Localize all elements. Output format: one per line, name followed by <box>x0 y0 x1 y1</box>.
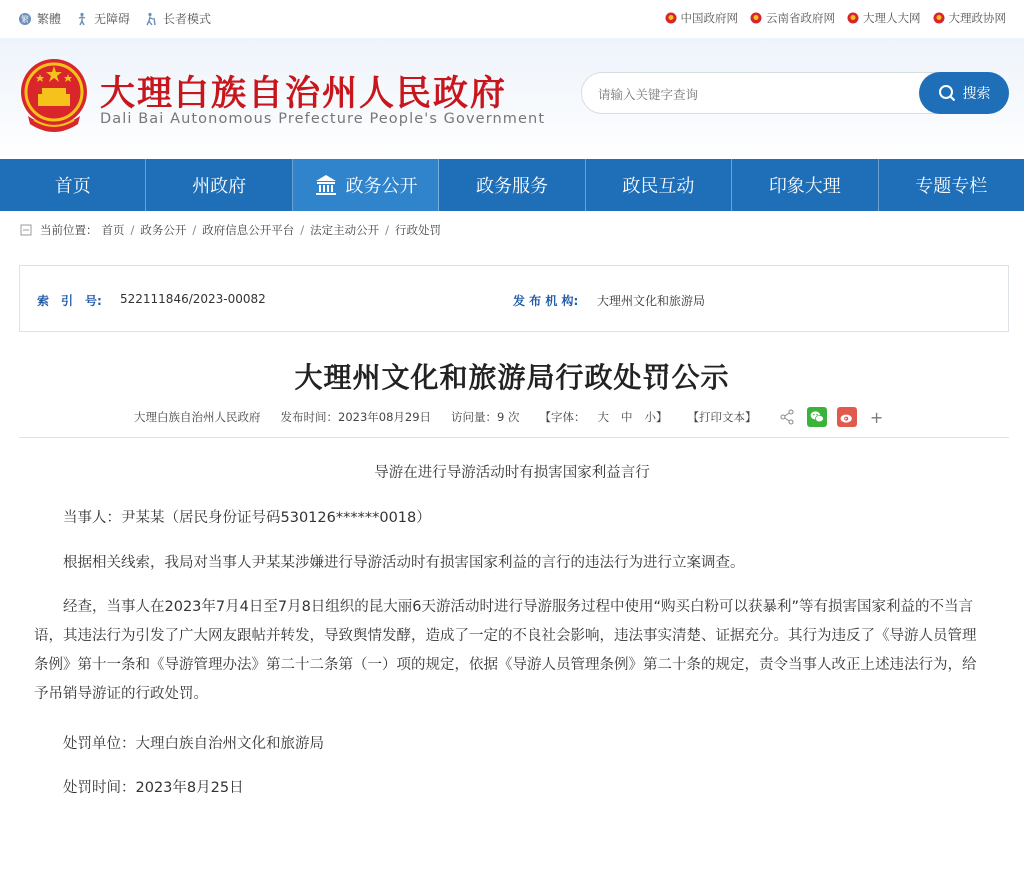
print-button[interactable]: 【打印文本】 <box>687 410 757 424</box>
link-label: 大理政协网 <box>948 11 1006 25</box>
weibo-share-button[interactable] <box>837 407 857 427</box>
breadcrumb-item[interactable]: 法定主动公开 <box>310 223 380 237</box>
traditional-chinese-toggle[interactable] <box>18 10 61 27</box>
breadcrumb-separator: / <box>192 223 197 237</box>
external-links <box>665 10 1007 26</box>
svg-text:繁: 繁 <box>21 14 29 24</box>
nav-public-interaction[interactable] <box>586 159 732 211</box>
emblem-small-icon <box>847 12 859 24</box>
breadcrumb-separator: / <box>300 223 305 237</box>
nav-label: 首页 <box>54 176 91 197</box>
plus-icon: + <box>869 407 884 427</box>
weibo-icon <box>839 409 855 425</box>
elder-mode-label: 长者模式 <box>163 12 212 26</box>
nav-impression-dali[interactable] <box>732 159 878 211</box>
article-subheading: 导游在进行导游活动时有损害国家利益言行 <box>374 465 650 481</box>
elder-mode-toggle[interactable] <box>144 10 211 27</box>
nav-special-topics[interactable] <box>879 159 1024 211</box>
font-size-label: 【字体： <box>539 410 586 424</box>
index-number-label: 索 引 号: <box>37 294 102 308</box>
publisher-value: 大理州文化和旅游局 <box>597 294 706 308</box>
search-icon <box>938 84 956 102</box>
article-meta <box>134 407 897 427</box>
nav-label: 专题专栏 <box>915 176 988 197</box>
link-yunnan-gov[interactable] <box>750 10 835 26</box>
divider <box>19 437 1009 438</box>
nav-label: 州政府 <box>192 176 247 197</box>
search-button[interactable] <box>919 72 1009 114</box>
link-china-gov[interactable] <box>665 10 739 26</box>
nav-label: 政务公开 <box>345 176 418 197</box>
location-icon <box>20 224 32 236</box>
index-number-value: 522111846/2023-00082 <box>120 292 266 306</box>
more-share-button[interactable] <box>867 407 887 427</box>
breadcrumb-prefix: 当前位置： <box>40 223 98 237</box>
link-dali-cppcc[interactable] <box>933 10 1007 26</box>
nav-government-affairs-open[interactable] <box>293 159 439 211</box>
share-button[interactable] <box>777 407 797 427</box>
breadcrumb-separator: / <box>385 223 389 237</box>
article-source: 大理白族自治州人民政府 <box>134 410 261 424</box>
emblem-small-icon <box>750 12 762 24</box>
font-size-medium-button[interactable]: 中 <box>621 410 633 424</box>
emblem-small-icon <box>933 12 945 24</box>
top-utility-bar <box>0 0 1024 38</box>
breadcrumb-item[interactable]: 行政处罚 <box>395 223 441 237</box>
search-box <box>581 72 1009 114</box>
search-button-label: 搜索 <box>962 86 991 102</box>
nav-home[interactable] <box>0 159 146 211</box>
nav-government-services[interactable] <box>439 159 585 211</box>
traditional-chinese-icon <box>18 12 32 26</box>
accessibility-icon <box>75 12 89 26</box>
nav-label: 印象大理 <box>768 176 841 197</box>
link-label: 中国政府网 <box>680 11 738 25</box>
breadcrumb-item[interactable]: 政府信息公开平台 <box>202 223 295 237</box>
government-building-icon <box>314 173 338 197</box>
accessibility-toggle[interactable] <box>75 10 130 27</box>
share-icon <box>779 409 795 425</box>
breadcrumb-item[interactable]: 首页 <box>101 223 125 237</box>
article-paragraph: 处罚单位：大理白族自治州文化和旅游局 <box>63 736 324 752</box>
site-title[interactable]: 大理白族自治州人民政府 <box>100 73 508 114</box>
accessibility-tools <box>18 10 211 27</box>
breadcrumb <box>20 222 441 238</box>
article-paragraph: 根据相关线索，我局对当事人尹某某涉嫌进行导游活动时有损害国家利益的言行的违法行为进行立案调查。 <box>63 555 745 571</box>
emblem-small-icon <box>665 12 677 24</box>
view-count: 访问量：9 次 <box>451 410 520 424</box>
site-header <box>0 38 1024 159</box>
font-size-large-button[interactable]: 大 <box>597 410 610 424</box>
article-paragraph: 经查，当事人在2023年7月4日至7月8日组织的昆大丽6天游活动时进行导游服务过程中使用“购买白粉可以获暴利”等有损害国家利益的不当言语，其违法行为引发了广大网友跟帖并转发，导致舆情发酵，造成了一定的不良社会影响，违法事实清楚、证据充分。其行为违反了《导游人员管理条例》第十一条和《导游管理办法》第二十二条第（一）项的规定，依据《导游人员管理条例》第二十条的规定，责令当事人改正上述违法行为，给予吊销导游证的行政处罚。 <box>34 599 977 702</box>
article-title: 大理州文化和旅游局行政处罚公示 <box>294 361 730 394</box>
search-input[interactable] <box>598 83 908 105</box>
national-emblem-icon[interactable] <box>18 54 90 134</box>
nav-label: 政民互动 <box>622 176 695 197</box>
accessibility-label: 无障碍 <box>94 12 131 26</box>
article-paragraph: 处罚时间：2023年8月25日 <box>63 780 244 796</box>
link-label: 大理人大网 <box>863 11 921 25</box>
font-size-small-button[interactable]: 小】 <box>644 410 668 424</box>
main-nav <box>0 159 1024 211</box>
wechat-share-button[interactable] <box>807 407 827 427</box>
publisher-label: 发 布 机 构: <box>513 294 579 308</box>
breadcrumb-separator: / <box>130 223 135 237</box>
wechat-icon <box>809 409 825 425</box>
site-subtitle: Dali Bai Autonomous Prefecture People's Government <box>100 111 546 127</box>
link-label: 云南省政府网 <box>766 11 835 25</box>
link-dali-npc[interactable] <box>847 10 921 26</box>
document-info-table <box>19 265 1009 332</box>
traditional-chinese-label: 繁體 <box>37 12 62 26</box>
breadcrumb-item[interactable]: 政务公开 <box>140 223 187 237</box>
nav-label: 政务服务 <box>475 176 548 197</box>
publish-time: 发布时间：2023年08月29日 <box>280 410 432 424</box>
article-paragraph: 当事人：尹某某（居民身份证号码530126******0018） <box>63 510 431 526</box>
nav-prefecture-government[interactable] <box>146 159 292 211</box>
elder-mode-icon <box>144 12 158 26</box>
